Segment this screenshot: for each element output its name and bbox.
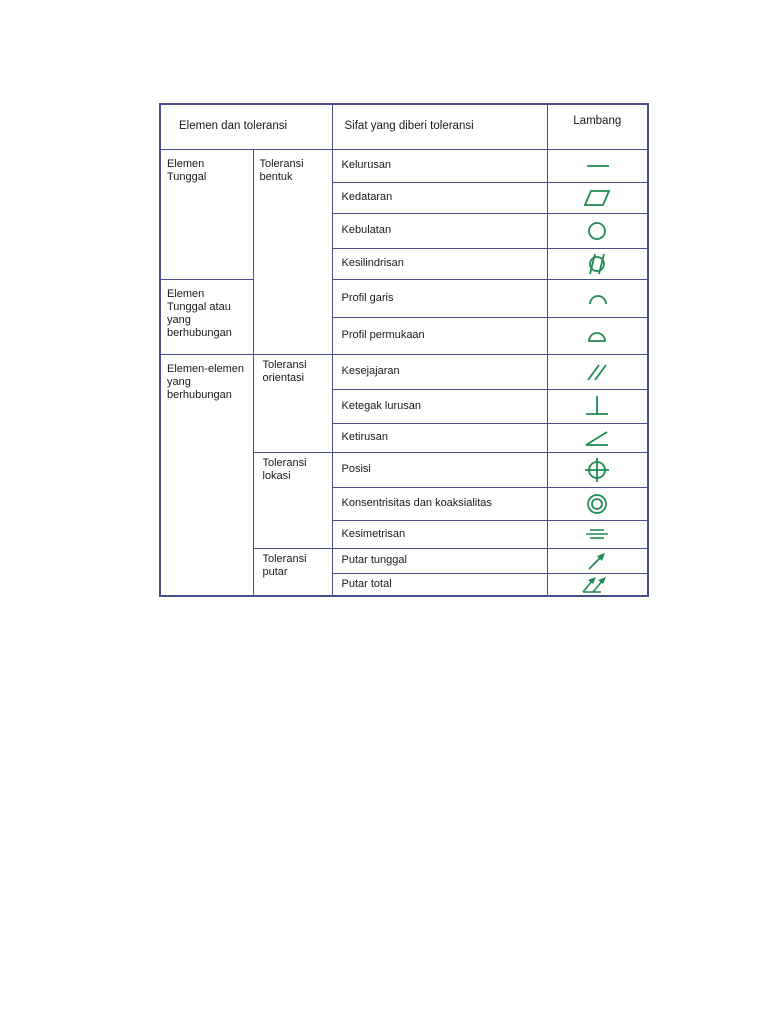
symbol-cell — [547, 487, 648, 520]
flatness-icon — [577, 188, 617, 208]
symbol-cell — [547, 149, 648, 182]
characteristic-cell: Putar total — [332, 573, 547, 596]
tolerance-table — [159, 103, 649, 597]
parallelism-icon — [577, 362, 617, 382]
header-row — [160, 104, 648, 149]
characteristic-cell: Ketirusan — [332, 423, 547, 452]
tolerance-group-form: Toleransi bentuk — [253, 149, 332, 354]
characteristic-cell: Profil permukaan — [332, 317, 547, 354]
element-group-single: Elemen Tunggal — [160, 149, 253, 279]
characteristic-cell: Kesilindrisan — [332, 248, 547, 279]
symbol-cell — [547, 548, 648, 573]
characteristic-cell: Kesimetrisan — [332, 520, 547, 548]
characteristic-cell: Kedataran — [332, 182, 547, 213]
symbol-cell — [547, 182, 648, 213]
straightness-icon — [577, 156, 617, 176]
symbol-cell — [547, 317, 648, 354]
tolerance-group-runout: Toleransi putar — [253, 548, 332, 596]
characteristic-cell: Ketegak lurusan — [332, 389, 547, 423]
characteristic-cell: Konsentrisitas dan koaksialitas — [332, 487, 547, 520]
surface-profile-icon — [577, 326, 617, 346]
characteristic-cell: Kelurusan — [332, 149, 547, 182]
symbol-cell — [547, 423, 648, 452]
circular-runout-icon — [577, 551, 617, 571]
line-profile-icon — [577, 288, 617, 308]
header-symbol: Lambang — [547, 104, 648, 149]
characteristic-cell: Profil garis — [332, 279, 547, 317]
symmetry-icon — [577, 525, 617, 543]
symbol-cell — [547, 452, 648, 487]
total-runout-icon — [575, 574, 619, 594]
symbol-cell — [547, 520, 648, 548]
characteristic-cell: Putar tunggal — [332, 548, 547, 573]
symbol-cell — [547, 354, 648, 389]
characteristic-cell: Posisi — [332, 452, 547, 487]
circularity-icon — [577, 220, 617, 242]
symbol-cell — [547, 279, 648, 317]
header-property: Sifat yang diberi toleransi — [332, 104, 547, 149]
characteristic-cell: Kebulatan — [332, 213, 547, 248]
characteristic-cell: Kesejajaran — [332, 354, 547, 389]
element-group-related: Elemen-elemen yang berhubungan — [160, 354, 253, 596]
cylindricity-icon — [577, 252, 617, 276]
header-element-tolerance: Elemen dan toleransi — [160, 104, 332, 149]
tolerance-group-orientation: Toleransi orientasi — [253, 354, 332, 452]
table-row — [160, 279, 648, 317]
element-group-single-or-related: Elemen Tunggal atau yang berhubungan — [160, 279, 253, 354]
symbol-cell — [547, 389, 648, 423]
symbol-cell — [547, 213, 648, 248]
symbol-cell — [547, 573, 648, 596]
table-row — [160, 149, 648, 182]
position-icon — [577, 456, 617, 484]
perpendicularity-icon — [577, 394, 617, 418]
tolerance-group-location: Toleransi lokasi — [253, 452, 332, 548]
concentricity-icon — [577, 492, 617, 516]
angularity-icon — [577, 428, 617, 448]
symbol-cell — [547, 248, 648, 279]
table-row — [160, 354, 648, 389]
